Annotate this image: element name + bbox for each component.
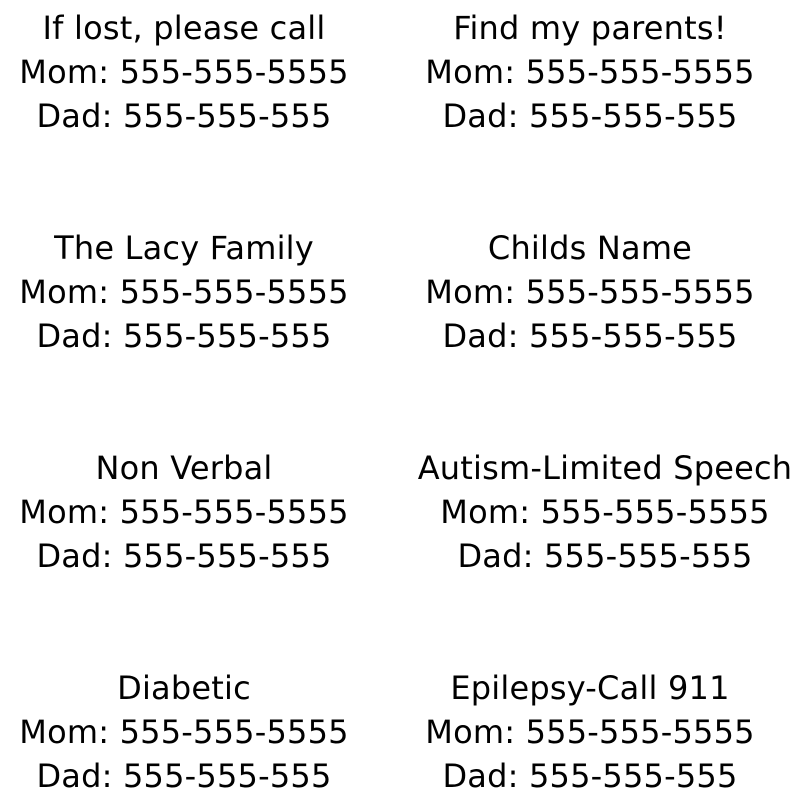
mom-phone: Mom: 555-555-5555 — [19, 713, 349, 751]
dad-phone: Dad: 555-555-555 — [442, 97, 738, 135]
label-title: Epilepsy-Call 911 — [450, 669, 730, 707]
label-card-4 — [380, 226, 800, 358]
dad-phone: Dad: 555-555-555 — [442, 757, 738, 795]
dad-phone: Dad: 555-555-555 — [442, 317, 738, 355]
label-card-7 — [0, 666, 394, 798]
dad-phone: Dad: 555-555-555 — [457, 537, 753, 575]
label-card-1 — [0, 6, 394, 138]
label-title: Find my parents! — [453, 9, 727, 47]
mom-phone: Mom: 555-555-5555 — [425, 53, 755, 91]
mom-phone: Mom: 555-555-5555 — [19, 53, 349, 91]
label-card-5 — [0, 446, 394, 578]
mom-phone: Mom: 555-555-5555 — [440, 493, 770, 531]
label-title: Diabetic — [117, 669, 251, 707]
dad-phone: Dad: 555-555-555 — [36, 317, 332, 355]
mom-phone: Mom: 555-555-5555 — [425, 273, 755, 311]
label-title: The Lacy Family — [54, 229, 314, 267]
label-card-6 — [395, 446, 800, 578]
dad-phone: Dad: 555-555-555 — [36, 97, 332, 135]
label-card-8 — [380, 666, 800, 798]
mom-phone: Mom: 555-555-5555 — [425, 713, 755, 751]
dad-phone: Dad: 555-555-555 — [36, 757, 332, 795]
label-title: Non Verbal — [95, 449, 273, 487]
label-card-3 — [0, 226, 394, 358]
mom-phone: Mom: 555-555-5555 — [19, 493, 349, 531]
label-title: Autism-Limited Speech — [417, 449, 793, 487]
mom-phone: Mom: 555-555-5555 — [19, 273, 349, 311]
label-title: Childs Name — [487, 229, 693, 267]
dad-phone: Dad: 555-555-555 — [36, 537, 332, 575]
label-card-2 — [380, 6, 800, 138]
label-title: If lost, please call — [42, 9, 326, 47]
